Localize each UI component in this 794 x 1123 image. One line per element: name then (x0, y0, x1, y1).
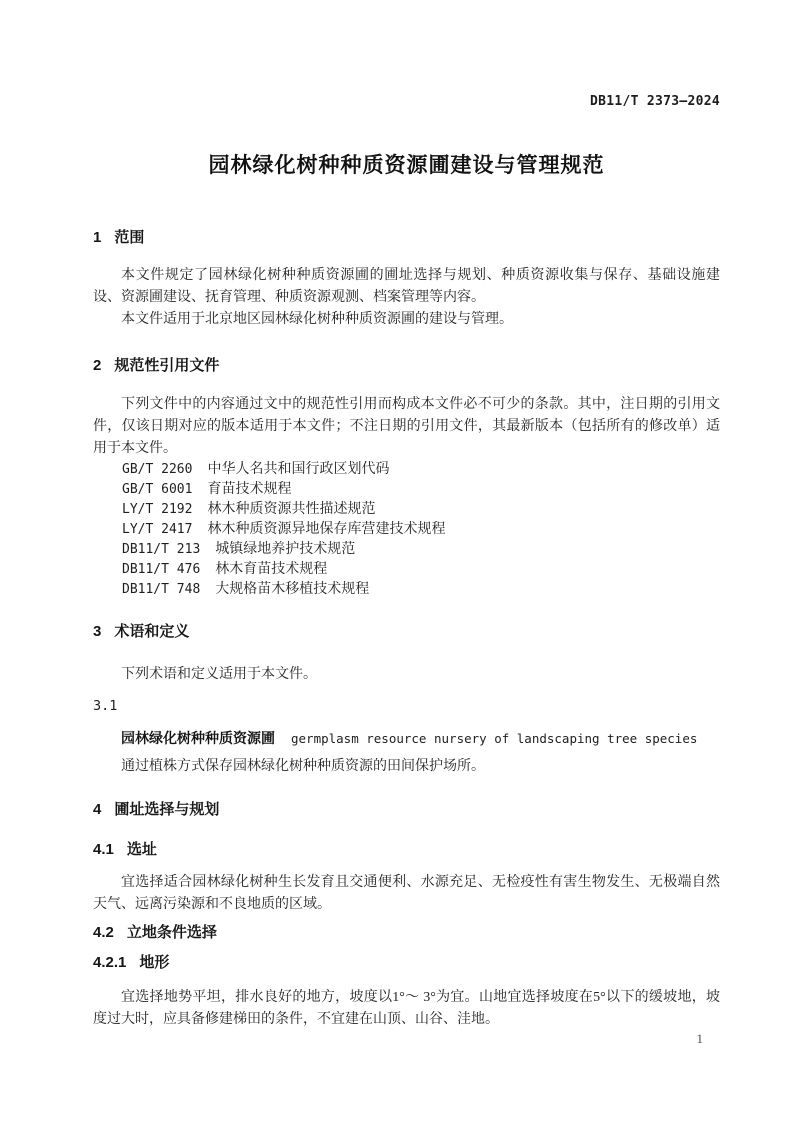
section-4-2-1-title: 地形 (139, 954, 170, 971)
document-title: 园林绿化树种种质资源圃建设与管理规范 (208, 154, 605, 177)
section-3-title: 术语和定义 (114, 623, 190, 640)
normative-references-intro: 下列文件中的内容通过文中的规范性引用而构成本文件必不可少的条款。其中，注日期的引用文件，仅该日期对应的版本适用于本文件；不注日期的引用文件，其最新版本（包括所有的修改单）适用于本文件。 (93, 397, 720, 456)
reference-name: 育苗技术规程 (207, 482, 292, 497)
reference-item (93, 520, 720, 540)
standard-code: DB11/T 2373—2024 (589, 94, 720, 109)
reference-code: GB/T 2260 (122, 462, 193, 477)
section-4-1-number: 4.1 (93, 841, 114, 858)
section-4-2-number: 4.2 (93, 924, 114, 941)
scope-paragraph-1: 本文件规定了园林绿化树种种质资源圃的圃址选择与规划、种质资源收集与保存、基础设施建设、资源圃建设、抚育管理、种质资源观测、档案管理等内容。 (93, 268, 720, 305)
reference-item (93, 500, 720, 520)
term-english: germplasm resource nursery of landscaping tree species (291, 731, 698, 746)
section-2-number: 2 (93, 357, 102, 374)
reference-code: LY/T 2417 (122, 522, 193, 537)
site-selection-paragraph: 宜选择适合园林绿化树种生长发育且交通便利、水源充足、无检疫性有害生物发生、无极端自然天气、远离污染源和不良地质的区域。 (93, 875, 720, 912)
reference-item (93, 460, 720, 480)
reference-list (93, 460, 720, 600)
term-chinese: 园林绿化树种种质资源圃 (121, 730, 275, 746)
reference-code: GB/T 6001 (122, 482, 193, 497)
reference-code: DB11/T 213 (122, 542, 201, 557)
section-4-2-heading (93, 924, 720, 942)
reference-code: DB11/T 476 (122, 562, 201, 577)
section-3-heading (93, 623, 720, 641)
section-4-heading (93, 801, 720, 819)
term-number: 3.1 (93, 698, 118, 714)
section-1-number: 1 (93, 229, 102, 246)
section-4-title: 圃址选择与规划 (114, 801, 220, 818)
section-2-title: 规范性引用文件 (114, 357, 220, 374)
reference-code: DB11/T 748 (122, 582, 201, 597)
reference-name: 中华人名共和国行政区划代码 (207, 462, 390, 477)
section-1-heading (93, 229, 720, 247)
term-entry (93, 727, 720, 750)
reference-name: 林木种质资源共性描述规范 (207, 502, 376, 517)
reference-name: 城镇绿地养护技术规范 (215, 542, 356, 557)
reference-item (93, 540, 720, 560)
reference-code: LY/T 2192 (122, 502, 193, 517)
section-4-2-title: 立地条件选择 (126, 924, 217, 941)
reference-name: 林木育苗技术规程 (215, 562, 328, 577)
section-4-2-1-number: 4.2.1 (93, 954, 127, 971)
reference-item (93, 560, 720, 580)
terrain-paragraph: 宜选择地势平坦，排水良好的地方，坡度以1°～ 3°为宜。山地宜选择坡度在5°以下的缓坡地，坡度过大时，应具备修建梯田的条件，不宜建在山顶、山谷、洼地。 (93, 990, 720, 1027)
section-4-1-heading (93, 841, 720, 859)
section-1-title: 范围 (114, 229, 145, 246)
term-definition: 通过植株方式保存园林绿化树种种质资源的田间保护场所。 (121, 759, 485, 774)
reference-item (93, 480, 720, 500)
terms-intro: 下列术语和定义适用于本文件。 (121, 667, 317, 682)
section-3-number: 3 (93, 623, 102, 640)
scope-paragraph-2: 本文件适用于北京地区园林绿化树种种质资源圃的建设与管理。 (121, 312, 513, 327)
page-number: 1 (696, 1031, 703, 1046)
reference-name: 林木种质资源异地保存库营建技术规程 (207, 522, 446, 537)
section-4-number: 4 (93, 801, 102, 818)
section-2-heading (93, 357, 720, 375)
section-4-2-1-heading (93, 954, 720, 972)
reference-item (93, 580, 720, 600)
reference-name: 大规格苗木移植技术规程 (215, 582, 370, 597)
section-4-1-title: 选址 (126, 841, 157, 858)
